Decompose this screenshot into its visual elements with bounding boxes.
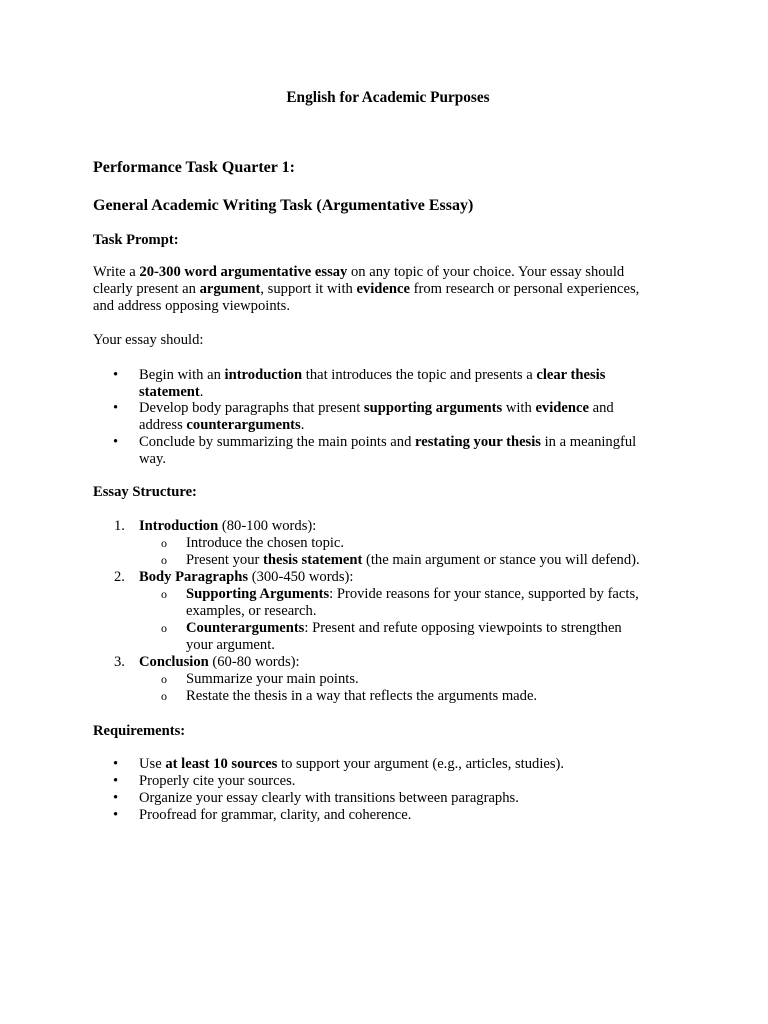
heading-writing-task: General Academic Writing Task (Argumentative Essay) xyxy=(93,197,474,214)
essay-structure-label: Essay Structure: xyxy=(93,484,197,500)
task-prompt-label: Task Prompt: xyxy=(93,232,179,248)
bullet-icon: • xyxy=(113,367,119,383)
sub-bullet-icon: o xyxy=(161,689,167,703)
prompt-line-1: Write a 20-300 word argumentative essay on any topic of your choice. Your essay should xyxy=(93,264,625,280)
list-number: 3. xyxy=(114,654,125,670)
document-title: English for Academic Purposes xyxy=(286,89,490,106)
bullet-icon: • xyxy=(113,790,119,806)
sub-bullet-icon: o xyxy=(161,672,167,686)
sub-bullet-icon: o xyxy=(161,587,167,601)
sub-bullet-icon: o xyxy=(161,553,167,567)
requirements-label: Requirements: xyxy=(93,723,186,739)
heading-performance-task: Performance Task Quarter 1: xyxy=(93,159,295,176)
prompt-line-3: and address opposing viewpoints. xyxy=(93,298,290,314)
bullet-icon: • xyxy=(113,434,119,450)
essay-should-text: Your essay should: xyxy=(93,332,204,348)
list-number: 1. xyxy=(114,518,125,534)
sub-bullet-icon: o xyxy=(161,621,167,635)
bullet-icon: • xyxy=(113,756,119,772)
task-prompt-paragraph xyxy=(93,264,683,315)
list-number: 2. xyxy=(114,569,125,585)
bullet-icon: • xyxy=(113,773,119,789)
sub-bullet-icon: o xyxy=(161,536,167,550)
bullet-icon: • xyxy=(113,400,119,416)
prompt-line-2: clearly present an argument, support it with evidence from research or personal experiences, xyxy=(93,281,640,297)
bullet-icon: • xyxy=(113,807,119,823)
